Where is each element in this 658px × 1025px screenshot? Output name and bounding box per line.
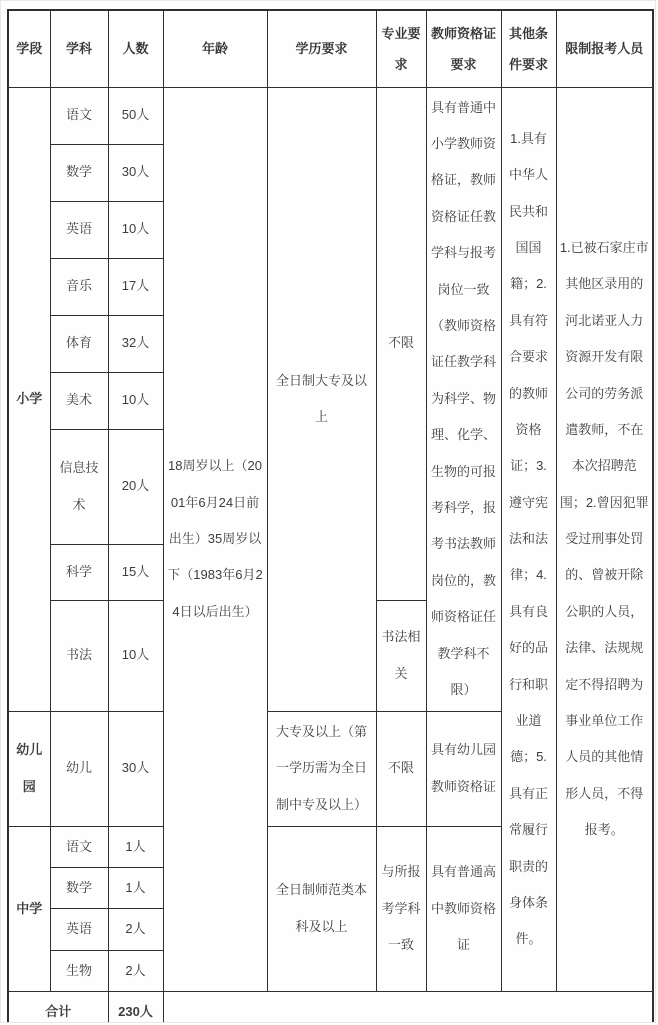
major-primary-general-cell: 不限 bbox=[376, 87, 426, 600]
certificate-middle-cell: 具有普通高中教师资格证 bbox=[426, 826, 501, 992]
total-empty-cell bbox=[163, 992, 653, 1023]
count-cell: 10人 bbox=[108, 372, 163, 429]
education-middle-cell: 全日制师范类本科及以上 bbox=[267, 826, 376, 992]
education-kindergarten-cell: 大专及以上（第一学历需为全日制中专及以上） bbox=[267, 711, 376, 826]
total-row bbox=[8, 992, 653, 1023]
count-cell: 32人 bbox=[108, 315, 163, 372]
stage-kindergarten: 幼儿园 bbox=[8, 711, 50, 826]
subject-cell: 英语 bbox=[50, 909, 108, 950]
count-cell: 10人 bbox=[108, 201, 163, 258]
count-cell: 20人 bbox=[108, 429, 163, 544]
subject-cell: 体育 bbox=[50, 315, 108, 372]
header-restricted: 限制报考人员 bbox=[556, 10, 653, 87]
count-cell: 50人 bbox=[108, 87, 163, 144]
header-education: 学历要求 bbox=[267, 10, 376, 87]
header-stage: 学段 bbox=[8, 10, 50, 87]
subject-cell: 信息技术 bbox=[50, 429, 108, 544]
subject-cell: 语文 bbox=[50, 826, 108, 867]
total-count-cell: 230人 bbox=[108, 992, 163, 1023]
certificate-primary-cell: 具有普通中小学教师资格证，教师资格证任教学科与报考岗位一致（教师资格证任教学科为科学、物理、化学、生物的可报考科学，报考书法教师岗位的，教师资格证任教学科不限） bbox=[426, 87, 501, 711]
subject-cell: 数学 bbox=[50, 867, 108, 908]
subject-cell: 数学 bbox=[50, 144, 108, 201]
age-requirement-cell: 18周岁以上（2001年6月24日前出生）35周岁以下（1983年6月24日以后出生） bbox=[163, 87, 267, 992]
header-count: 人数 bbox=[108, 10, 163, 87]
other-conditions-cell: 1.具有中华人民共和国国籍；2.具有符合要求的教师资格证；3.遵守宪法和法律；4.具有良好的品行和职业道德；5.具有正常履行职责的身体条件。 bbox=[501, 87, 556, 992]
count-cell: 2人 bbox=[108, 950, 163, 991]
major-calligraphy-cell: 书法相关 bbox=[376, 600, 426, 711]
count-cell: 30人 bbox=[108, 144, 163, 201]
certificate-kindergarten-cell: 具有幼儿园教师资格证 bbox=[426, 711, 501, 826]
stage-primary: 小学 bbox=[8, 87, 50, 711]
header-other-conditions: 其他条件要求 bbox=[501, 10, 556, 87]
subject-cell: 幼儿 bbox=[50, 711, 108, 826]
total-label-cell: 合计 bbox=[8, 992, 108, 1023]
subject-cell: 美术 bbox=[50, 372, 108, 429]
subject-cell: 语文 bbox=[50, 87, 108, 144]
teacher-recruitment-table bbox=[7, 9, 654, 1023]
restricted-applicants-cell: 1.已被石家庄市其他区录用的河北诺亚人力资源开发有限公司的劳务派遣教师，不在本次招聘范围；2.曾因犯罪受过刑事处罚的、曾被开除公职的人员，法律、法规规定不得招聘为事业单位工作人员的其他情形人员，不得报考。 bbox=[556, 87, 653, 992]
subject-cell: 英语 bbox=[50, 201, 108, 258]
header-subject: 学科 bbox=[50, 10, 108, 87]
subject-cell: 书法 bbox=[50, 600, 108, 711]
table-row bbox=[8, 87, 653, 144]
subject-cell: 科学 bbox=[50, 544, 108, 600]
count-cell: 1人 bbox=[108, 826, 163, 867]
header-age: 年龄 bbox=[163, 10, 267, 87]
count-cell: 17人 bbox=[108, 258, 163, 315]
subject-cell: 生物 bbox=[50, 950, 108, 991]
count-cell: 10人 bbox=[108, 600, 163, 711]
count-cell: 30人 bbox=[108, 711, 163, 826]
count-cell: 15人 bbox=[108, 544, 163, 600]
major-kindergarten-cell: 不限 bbox=[376, 711, 426, 826]
stage-middle: 中学 bbox=[8, 826, 50, 992]
header-row bbox=[8, 10, 653, 87]
count-cell: 1人 bbox=[108, 867, 163, 908]
count-cell: 2人 bbox=[108, 909, 163, 950]
subject-cell: 音乐 bbox=[50, 258, 108, 315]
education-primary-cell: 全日制大专及以上 bbox=[267, 87, 376, 711]
major-middle-cell: 与所报考学科一致 bbox=[376, 826, 426, 992]
header-certificate: 教师资格证要求 bbox=[426, 10, 501, 87]
header-major: 专业要求 bbox=[376, 10, 426, 87]
